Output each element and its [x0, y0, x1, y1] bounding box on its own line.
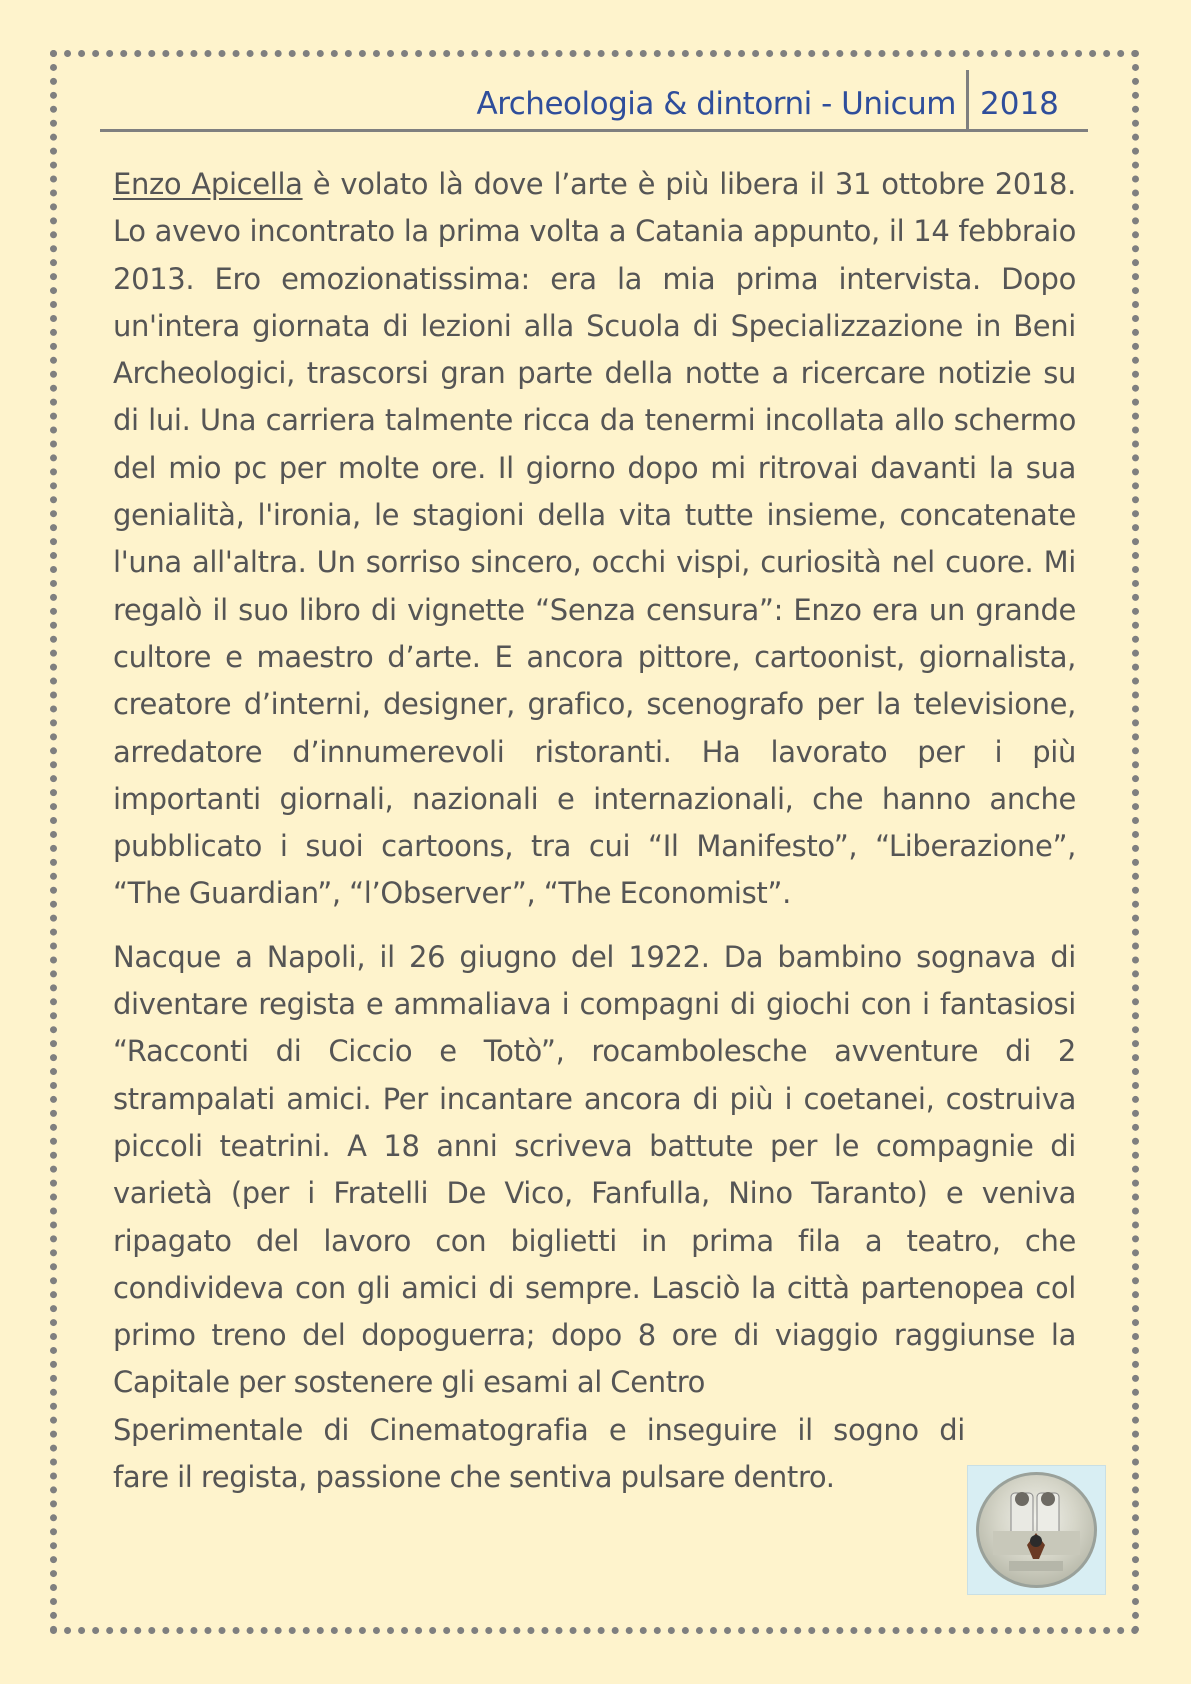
header-separator [966, 70, 969, 129]
header-year: 2018 [980, 86, 1059, 122]
author-name-link[interactable]: Enzo Apicella [113, 167, 303, 201]
page-header [100, 82, 1088, 132]
portrait-figures [979, 1475, 1094, 1585]
paragraph-2-line-b: fare il regista, passione che sentiva pulsare dentro. [113, 1460, 835, 1495]
paragraph-1-text: è volato là dove l’arte è più libera il 31 ottobre 2018. Lo avevo incontrato la prima volta a Catania appunto, il 14 febbraio 2013. Ero emozionatissima: era la mia prima intervista. Dopo un'intera giornata di lezioni alla Scuola di Specializzazione in Beni Archeologici, trascorsi gran parte della notte a ricercare notizie su di lui. Una carriera talmente ricca da tenermi incollata allo schermo del mio pc per molte ore. Il giorno dopo mi ritrovai davanti la sua genialità, l'ironia, le stagioni della vita tutte insieme, concatenate l'una all'altra. Un sorriso sincero, occhi vispi, curiosità nel cuore. Mi regalò il suo libro di vignette “Senza censura”: Enzo era un grande cultore e maestro d’arte. E ancora pittore, cartoonist, giornalista, creatore d’interni, designer, grafico, scenografo per la televisione, arredatore d’innumerevoli ristoranti. Ha lavorato per i più importanti giornali, nazionali e internazionali, che hanno anche pubblicato i suoi cartoons, tra cui “Il Manifesto”, “Liberazione”, “The Guardian”, “l’Observer”, “The Economist”. [113, 167, 1076, 911]
article-paragraph-1 [113, 161, 1076, 918]
portrait-photo [968, 1466, 1105, 1594]
paragraph-2-text: Nacque a Napoli, il 26 giugno del 1922. Da bambino sognava di diventare regista e ammaliava i compagni di giochi con i fantasiosi “Racconti di Ciccio e Totò”, rocambolesche avventure di 2 strampalati amici. Per incantare ancora di più i coetanei, costruiva piccoli teatrini. A 18 anni scriveva battute per le compagnie di varietà (per i Fratelli De Vico, Fanfulla, Nino Taranto) e veniva ripagato del lavoro con biglietti in prima fila a teatro, che condivideva con gli amici di sempre. Lasciò la città partenopea col primo treno del dopoguerra; dopo 8 ore di viaggio raggiunse la Capitale per sostenere gli esami al Centro [113, 939, 1076, 1400]
article-paragraph-2-end [113, 1407, 965, 1502]
paragraph-2-line-a: Sperimentale di Cinematografia e inseguire il sogno di [113, 1412, 965, 1447]
header-title: Archeologia & dintorni - Unicum [476, 86, 956, 122]
portrait-photo-icon [976, 1472, 1097, 1588]
article-paragraph-2 [113, 934, 1076, 1407]
article-body [113, 161, 1076, 1501]
